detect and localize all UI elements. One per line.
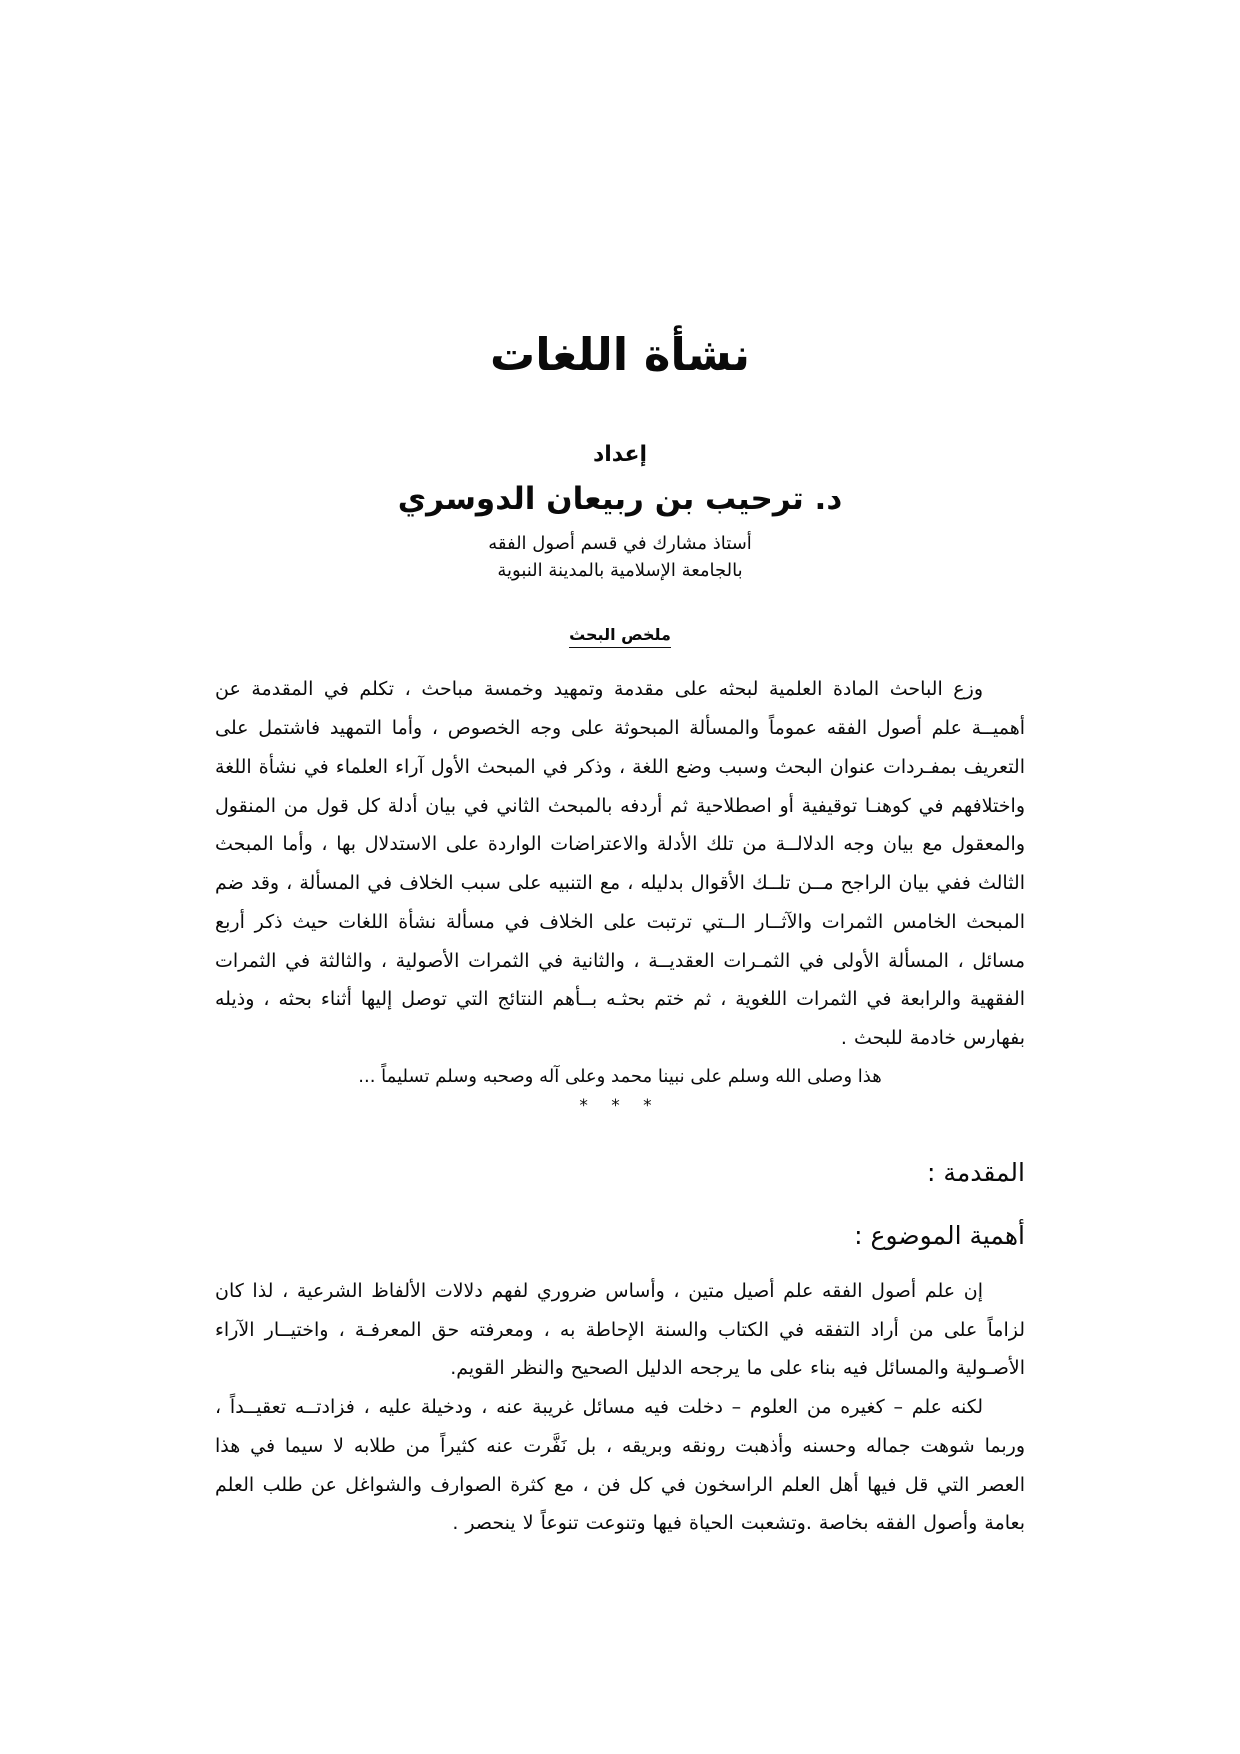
author-affiliation-line-1: أستاذ مشارك في قسم أصول الفقه <box>488 532 752 554</box>
body-paragraph: لكنه علم – كغيره من العلوم – دخلت فيه مسائل غريبة عنه ، ودخيلة عليه ، فزادتــه تعقيــداً ، وربما شوهت جماله وحسنه وأذهبت رونقه وبريقه ، بل نَفَّرت عنه كثيراً من طلابه لا سيما في هذا العصر التي قل فيها أهل العلم الراسخون في كل فن ، مع كثرة الصوارف والشواغل عن طلب العلم بعامة وأصول الفقه بخاصة .وتشعبت الحياة فيها وتنوعت تنوعاً لا ينحصر . <box>215 1396 1025 1535</box>
section-heading-importance: أهمية الموضوع : <box>854 1220 1025 1250</box>
prepared-by-label: إعداد <box>592 441 648 467</box>
section-heading-introduction: المقدمة : <box>927 1157 1025 1187</box>
section-separator: * * * <box>579 1095 661 1116</box>
author-affiliation-line-2: بالجامعة الإسلامية بالمدينة النبوية <box>497 560 743 582</box>
abstract-closing-line: هذا وصلى الله وسلم على نبينا محمد وعلى آله وصحبه وسلم تسليماً ... <box>358 1065 882 1087</box>
abstract-heading: ملخص البحث <box>569 625 671 648</box>
page-content <box>215 330 1025 1543</box>
body-paragraph: إن علم أصول الفقه علم أصيل متين ، وأساس ضروري لفهم دلالات الألفاظ الشرعية ، لذا كان لزاماً على من أراد التفقه في الكتاب والسنة الإحاطة به ، ومعرفته حق المعرفـة ، واختيــار الآراء الأصـولية والمسائل فيه بناء على ما يرجحه الدليل الصحيح والنظر القويم. <box>215 1279 1025 1380</box>
importance-paragraphs <box>215 1272 1025 1543</box>
page-title: نشأة اللغات <box>489 328 751 381</box>
author-name: د. ترحيب بن ربيعان الدوسري <box>397 480 843 517</box>
abstract-section <box>215 625 1025 1116</box>
abstract-paragraph: وزع الباحث المادة العلمية لبحثه على مقدمة وتمهيد وخمسة مباحث ، تكلم في المقدمة عن أهميــة علم أصول الفقه عموماً والمسألة المبحوثة على وجه الخصوص ، وأما التمهيد فاشتمل على التعريف بمفـردات عنوان البحث وسبب وضع اللغة ، وذكر في المبحث الأول آراء العلماء في نشأة اللغة واختلافهم في كوهنـا توقيفية أو اصطلاحية ثم أردفه بالمبحث الثاني في بيان أدلة كل قول من المنقول والمعقول مع بيان وجه الدلالــة من تلك الأدلة والاعتراضات الواردة على الاستدلال بها ، وأما المبحث الثالث ففي بيان الراجح مــن تلــك الأقوال بدليله ، مع التنبيه على سبب الخلاف في المسألة ، وقد ضم المبحث الخامس الثمرات والآثــار الــتي ترتبت على الخلاف في مسألة نشأة اللغات حيث ذكر أربع مسائل ، المسألة الأولى في الثمـرات العقديــة ، والثانية في الثمرات الأصولية ، والثالثة في الثمرات الفقهية والرابعة في الثمرات اللغوية ، ثم ختم بحثـه بــأهم النتائج التي توصل إليها أثناء بحثه ، وذيله بفهارس خادمة للبحث . <box>215 678 1025 1050</box>
